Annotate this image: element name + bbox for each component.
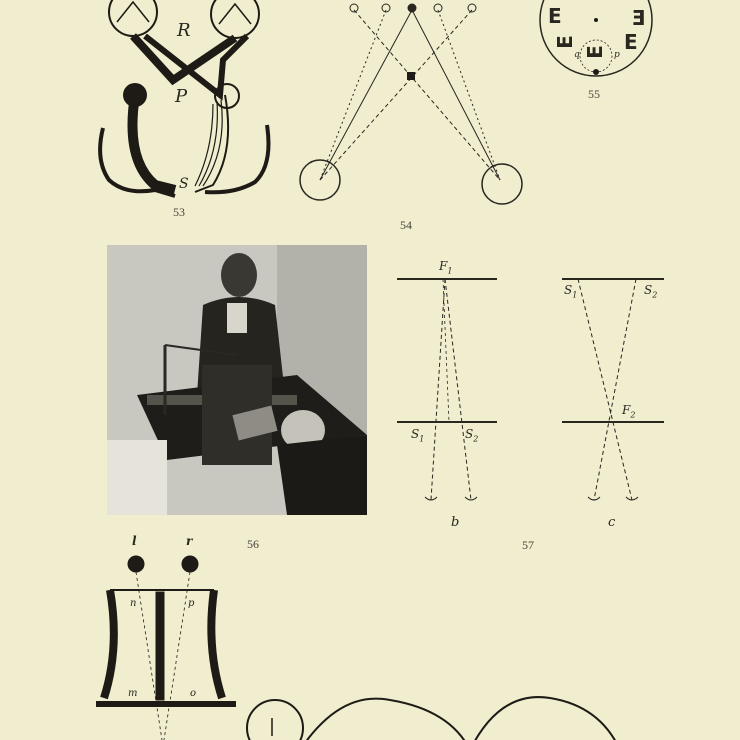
panel-c-diagram [560,265,670,535]
label-S2-b-letter: S [465,427,474,441]
label-S2-b-sub: 2 [473,434,479,444]
caption-b: b [451,515,460,530]
label-R: R [177,20,191,41]
figure-57-panel-c [560,265,670,535]
label-F1-sub: 1 [447,266,453,276]
figure-57-panel-b [395,259,505,535]
label-F1-letter: F [439,259,448,273]
letter-e-3: E [552,35,577,49]
circles-diagram [240,690,740,740]
label-m: m [128,688,138,699]
label-o: o [190,688,197,699]
converging-rays-diagram [290,0,540,235]
letter-e-1: E [548,4,562,28]
caption-c: c [608,515,616,530]
figure-58 [90,534,250,740]
figure-59-partial [240,690,740,740]
panel-b-diagram [395,265,505,535]
label-F2 [622,403,635,419]
label-P: P [175,86,188,107]
label-S1-c [564,283,577,299]
label-S: S [179,176,189,192]
figure-56-photo [107,245,367,515]
stereoscope-diagram [90,548,250,740]
label-l: l [132,534,137,548]
figure-number-57: 57 [522,538,534,552]
label-p-55: p [614,50,620,60]
label-S1-c-letter: S [564,283,573,297]
figure-number-53: 53 [173,205,185,219]
label-S1-b-letter: S [411,427,420,441]
letter-e-4: E [624,30,638,54]
figure-number-56: 56 [247,537,259,551]
label-r: r [186,534,193,548]
photo-scene [107,245,367,515]
label-F2-letter: F [622,403,631,417]
letter-e-5: E [582,45,607,59]
label-S2-c-sub: 2 [652,290,658,300]
label-n: n [130,598,137,609]
figure-54 [290,0,540,235]
label-F2-sub: 2 [630,410,636,420]
label-S2-b [465,427,478,443]
figure-number-54: 54 [400,218,412,232]
label-S1-c-sub: 1 [572,290,578,300]
letter-e-2: E [632,6,646,30]
label-p-58: p [188,598,195,609]
label-S1-b [411,427,424,443]
label-F1 [439,259,452,275]
label-S2-c-letter: S [644,283,653,297]
figure-number-55: 55 [588,87,600,101]
label-S1-b-sub: 1 [419,434,425,444]
label-q: q [574,50,580,60]
figure-55 [530,0,680,110]
label-S2-c [644,283,657,299]
figure-53 [95,0,275,220]
